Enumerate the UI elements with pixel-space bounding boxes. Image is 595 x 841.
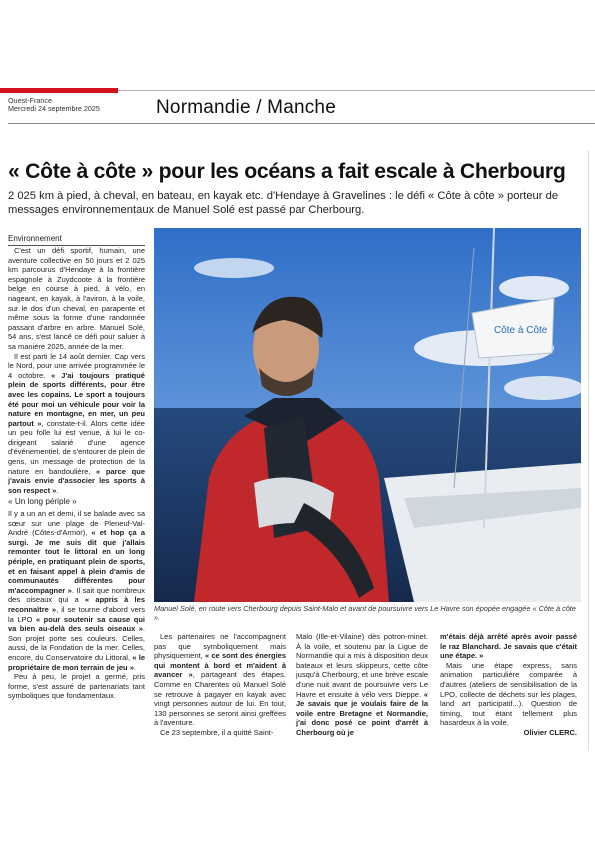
paragraph: Peu à peu, le projet a germé, pris forme, s'est assuré de partenariats tant symboliques que fondamentaux. xyxy=(8,672,145,701)
paragraph: C'est un défi sportif, humain, une aventure collective en 50 jours et 2 025 km parcourus d'Hendaye à la frontière espagnole à Zuydcoote à la frontière belge en course à pied, à vélo, en nageant, en kayak, à l'aviron, à la voile, sur le dos d'un cheval, en parapente et même sous la forme d'une randonnée passant d'arbre en arbre. Manuel Solé, 54 ans, s'est lancé ce défi pour saluer à sa manière 2025, année de la mer. xyxy=(8,246,145,351)
flag-text: Côte à Côte xyxy=(494,325,548,336)
paragraph: Malo (Ille-et-Vilaine) dès potron-minet. À la voile, et soutenu par la Ligue de Normandie qui a mis à disposition deux bateaux et leurs skippeurs, cette côte jusqu'à Cherbourg, et une brève escale d'une nuit avant de poursuivre vers Le Havre et ensuite à vélo vers Dieppe. « Je savais que je voulais faire de la voile entre Bretagne et Normandie, j'ai donc posé ce point d'arrêt à Cherbourg où je xyxy=(296,632,428,737)
signature: Olivier CLERC. xyxy=(523,727,577,737)
paragraph: Mais une étape express, sans animation particulière comparée à d'autres (ateliers de sensibilisation de la LPO, collecte de déchets sur les plages, land art participatif...). Question de timing, tout étant tellement plus hasardeux à la voile. xyxy=(440,660,577,728)
sailing-photo xyxy=(154,228,581,602)
paragraph: Il y a un an et demi, il se balade avec sa sœur sur une plage de Pleneuf-Val-André (Côtes-d'Armor), « et hop ça a surgi. Je me suis dit que j'allais remonter tout le littoral en un long périple, en pratiquant plein de sports, et en faisant appel à plein d'amis de communautés différentes pour m'accompagner ». Il sait que nombreux des oiseaux qui a « appris à les reconnaître », il se tourne d'abord vers la LPO « pour soutenir sa cause qui va bien au-delà des seuls oiseaux ». Son projet porte ses couleurs. Celles, aussi, de la Fondation de la mer. Celles, encore, du Conservatoire du Littoral, « le propriétaire de mon terrain de jeu ». xyxy=(8,509,146,672)
article-column-1 xyxy=(8,246,145,701)
article-column-2 xyxy=(154,632,286,738)
headline: « Côte à côte » pour les océans a fait escale à Cherbourg xyxy=(8,160,566,183)
top-rule xyxy=(118,90,595,91)
section-title: Normandie / Manche xyxy=(156,97,336,118)
photo-credit: PHOTO : COLLECTION PERSONNELLE xyxy=(491,593,574,598)
paper-name: Ouest-France xyxy=(8,96,52,105)
article-column-4 xyxy=(440,632,577,738)
standfirst: 2 025 km à pied, à cheval, en bateau, en kayak etc. d'Hendaye à Gravelines : le défi « Côte à côte » porteur de messages environnementaux de Manuel Solé est passé par Cherbourg. xyxy=(8,190,559,216)
paragraph: Les partenaires ne l'accompagnent pas que symboliquement mais physiquement, « ce sont des énergies qui montent à bord et m'aident à avancer », partageant des étapes. Comme en Charentes où Manuel Solé se retrouve à pagayer en kayak avec vingt personnes autour de lui. En tout, 130 personnes se seront ainsi greffées à l'aventure. xyxy=(154,632,286,728)
paragraph: Il est parti le 14 août dernier. Cap vers le Nord, pour une arrivée programmée le 4 octobre. « J'ai toujours pratiqué plein de sports différents, pour être avec les copains. Le sport a toujours été pour moi un véhicule pour voir la nature en montagne, en mer, un peu partout », constate-t-il. Alors cette idée un peu folle lui est venue, à lui le co-dirigeant salarié d'une agence d'événementiel, de s'entourer de plein de gens, un message de protection de la nature en bandoulière, « parce que j'avais envie d'associer les sports à son respect ». xyxy=(8,351,145,495)
subheading: « Un long périple » xyxy=(8,497,77,507)
brand-bar xyxy=(0,88,118,93)
section-rule xyxy=(8,123,595,124)
paragraph: m'étais déjà arrêté après avoir passé le raz Blanchard. Je savais que c'était une étape. » xyxy=(440,632,577,661)
article-photo xyxy=(154,228,581,602)
paper-date: Mercredi 24 septembre 2025 xyxy=(8,104,100,113)
article-column-3 xyxy=(296,632,428,738)
photo-caption: Manuel Solé, en route vers Cherbourg depuis Saint-Malo et avant de poursuivre vers Le Havre son épopée engagée « Côte à côte ». xyxy=(154,604,576,622)
paper-info xyxy=(8,97,128,113)
rubric-label: Environnement xyxy=(8,234,145,246)
paragraph: Ce 23 septembre, il a quitté Saint- xyxy=(160,727,274,737)
adjacent-article-edge xyxy=(588,150,595,750)
